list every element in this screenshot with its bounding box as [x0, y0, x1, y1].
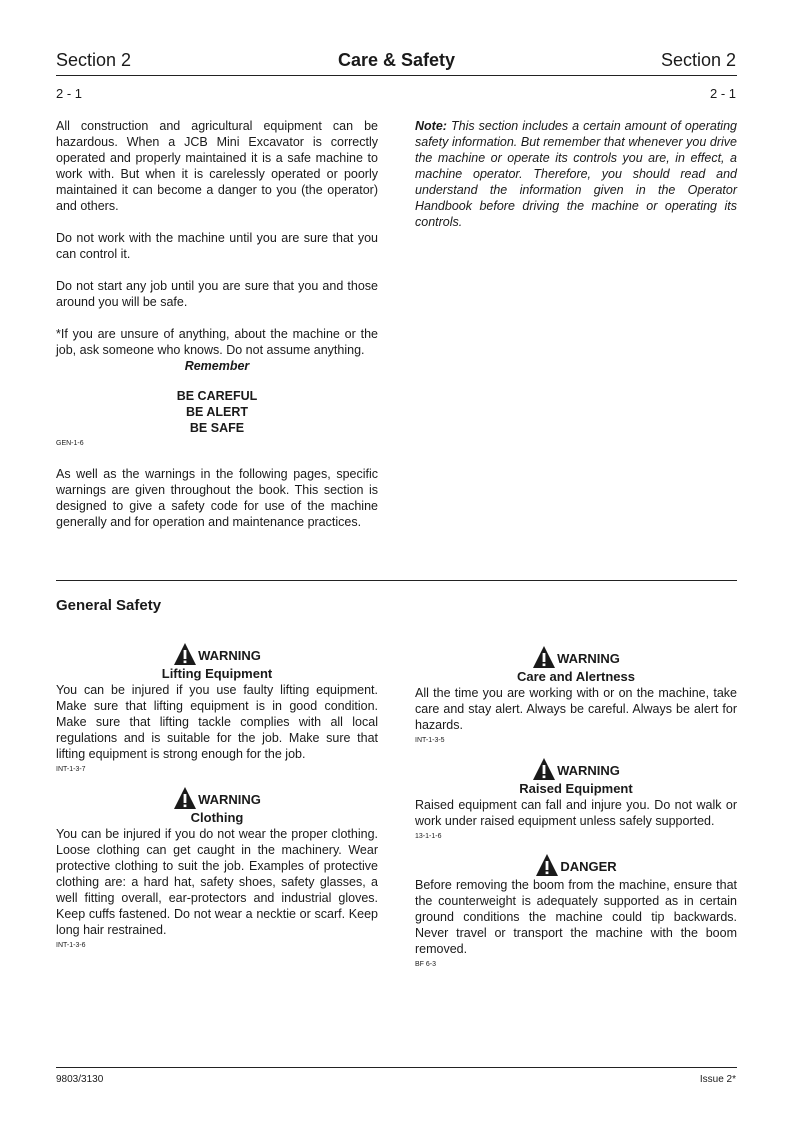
danger-body: Before removing the boom from the machine, ensure that the counterweight is adequately supported as in certain ground conditions the machine could tip backwards. Never travel or transport the machine with the boom removed. [415, 878, 737, 956]
reference-code: INT-1-3-5 [415, 737, 445, 744]
warning-triangle-icon [173, 642, 197, 666]
motto-alert: BE ALERT [185, 405, 249, 419]
warning-triangle-icon [535, 853, 559, 877]
intro-paragraph-5: As well as the warnings in the following pages, specific warnings are given throughout the book. This section is designed to give a safety code for use of the machine generally and for operation and maintenance practices. [56, 467, 378, 529]
document-number: 9803/3130 [56, 1074, 104, 1085]
warning-raised-equipment [415, 753, 737, 842]
motto-safe: BE SAFE [189, 421, 245, 435]
warning-clothing [56, 782, 378, 951]
footer-rule [56, 1067, 737, 1068]
reference-code: GEN-1-6 [56, 440, 84, 447]
section-divider [56, 580, 737, 581]
warning-subtitle: Lifting Equipment [161, 666, 273, 681]
header-rule [56, 75, 737, 76]
warning-body: Raised equipment can fall and injure you. Do not walk or work under raised equipment unless safely supported. [415, 798, 737, 828]
warning-subtitle: Raised Equipment [519, 781, 633, 796]
page-title: Care & Safety [337, 50, 456, 70]
operator-note [415, 118, 737, 230]
intro-paragraph-1: All construction and agricultural equipment can be hazardous. When a JCB Mini Excavator is correctly operated and properly maintained it is a safe machine to work with. But when it is carelessly operated or poorly maintained it can become a danger to you (the operator) and others. [56, 119, 378, 213]
intro-paragraph-4: *If you are unsure of anything, about the machine or the job, ask someone who knows. Do not assume anything. [56, 327, 378, 357]
issue-number: Issue 2* [699, 1074, 736, 1085]
danger-label: DANGER [560, 859, 617, 874]
reference-code: 13-1-1-6 [415, 833, 442, 840]
warning-body: All the time you are working with or on the machine, take care and stay alert. Always be careful. Always be alert for hazards. [415, 686, 737, 732]
warning-label: WARNING [557, 763, 620, 778]
warning-label: WARNING [198, 792, 261, 807]
reference-code: BF 6-3 [415, 961, 437, 968]
reference-code: INT-1-3-7 [56, 766, 86, 773]
safety-motto [56, 388, 378, 436]
intro-paragraph-3: Do not start any job until you are sure that you and those around you will be safe. [56, 279, 378, 309]
intro-paragraph-2: Do not work with the machine until you are sure that you can control it. [56, 231, 378, 261]
warning-subtitle: Clothing [190, 810, 244, 825]
note-label: Note: [415, 119, 447, 133]
warning-triangle-icon [173, 786, 197, 810]
header-section-left: Section 2 [56, 50, 132, 70]
warning-triangle-icon [532, 757, 556, 781]
section-heading: General Safety [56, 597, 162, 614]
warning-care-and-alertness [415, 641, 737, 746]
warning-body: You can be injured if you do not wear the proper clothing. Loose clothing can get caught in the machinery. Wear protective clothing to suit the job. Examples of protective clothing are: a hard hat, safety shoes, safety glasses, a well fitting overall, ear-protectors and industrial gloves. Keep cuffs fastened. Do not wear a necktie or scarf. Keep long hair restrained. [56, 827, 378, 937]
danger-boom-removal [415, 849, 737, 970]
page-number-left: 2 - 1 [56, 86, 83, 101]
intro-column [56, 118, 378, 530]
remember-heading: Remember [184, 359, 250, 373]
warning-label: WARNING [557, 651, 620, 666]
reference-code: INT-1-3-6 [56, 942, 86, 949]
motto-careful: BE CAREFUL [176, 389, 258, 403]
page-number-right: 2 - 1 [709, 86, 736, 101]
warning-triangle-icon [532, 645, 556, 669]
warning-subtitle: Care and Alertness [516, 669, 635, 684]
header-section-right: Section 2 [660, 50, 736, 70]
warning-body: You can be injured if you use faulty lifting equipment. Make sure that lifting equipment is in good condition. Make sure that lifting tackle complies with all local regulations and is suitable for the job. Make sure that lifting equipment is strong enough for the job. [56, 683, 378, 761]
note-text: This section includes a certain amount of operating safety information. But remember that whenever you drive the machine or operate its controls you are, in effect, a machine operator. Therefore, you should read and understand the information given in the Operator Handbook before driving the machine or operating its controls. [415, 119, 737, 229]
warning-label: WARNING [198, 648, 261, 663]
warning-lifting-equipment [56, 638, 378, 775]
